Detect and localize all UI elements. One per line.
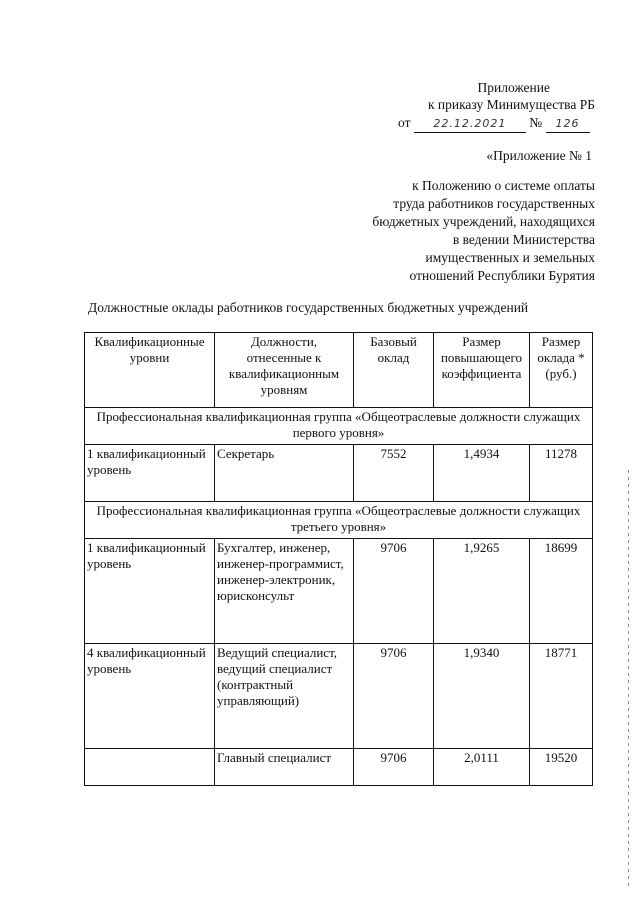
group-row — [85, 408, 593, 445]
regulation-line: к Положению о системе оплаты — [412, 178, 595, 193]
coefficient-cell: 2,0111 — [434, 749, 530, 786]
positions-cell: Бухгалтер, инженер, инженер-программист, инженер-электроник, юрисконсульт — [215, 539, 354, 644]
table-row — [85, 644, 593, 749]
salary-table — [84, 332, 593, 786]
number-label: № — [529, 115, 543, 130]
base-salary-cell: 9706 — [354, 539, 434, 644]
level-cell: 1 квалификационный уровень — [85, 539, 215, 644]
coefficient-cell: 1,9340 — [434, 644, 530, 749]
base-salary-cell: 9706 — [354, 644, 434, 749]
group-heading: Профессиональная квалификационная группа «Общеотраслевые должности служащих третьего уровня» — [85, 502, 593, 539]
regulation-line: бюджетных учреждений, находящихся — [372, 214, 595, 229]
base-salary-cell: 9706 — [354, 749, 434, 786]
appendix-heading: Приложение — [477, 80, 550, 95]
coefficient-cell: 1,9265 — [434, 539, 530, 644]
table-row — [85, 539, 593, 644]
regulation-reference — [315, 177, 595, 285]
level-cell: 4 квалификационный уровень — [85, 644, 215, 749]
level-cell: 1 квалификационный уровень — [85, 445, 215, 502]
table-row — [85, 445, 593, 502]
table-title: Должностные оклады работников государственных бюджетных учреждений — [88, 300, 529, 315]
header-cell: Базовый оклад — [354, 333, 434, 408]
regulation-line: в ведении Министерства — [452, 232, 595, 247]
table-row — [85, 749, 593, 786]
positions-cell: Главный специалист — [215, 749, 354, 786]
level-cell — [85, 749, 215, 786]
regulation-line: труда работников государственных — [393, 196, 595, 211]
group-heading: Профессиональная квалификационная группа «Общеотраслевые должности служащих первого уровня» — [85, 408, 593, 445]
handwritten-number: 126 — [546, 115, 590, 133]
appendix-number-title: «Приложение № 1 — [486, 148, 592, 163]
positions-cell: Ведущий специалист, ведущий специалист (контрактный управляющий) — [215, 644, 354, 749]
base-salary-cell: 7552 — [354, 445, 434, 502]
regulation-line: имущественных и земельных — [425, 250, 595, 265]
order-date-number-line — [398, 114, 590, 133]
group-row — [85, 502, 593, 539]
salary-cell: 18699 — [530, 539, 593, 644]
salary-cell: 18771 — [530, 644, 593, 749]
handwritten-date: 22.12.2021 — [414, 115, 526, 133]
positions-cell: Секретарь — [215, 445, 354, 502]
header-cell: Квалификационные уровни — [85, 333, 215, 408]
salary-cell: 19520 — [530, 749, 593, 786]
order-reference: к приказу Минимущества РБ — [427, 97, 595, 112]
header-cell: Размер повышающего коэффициента — [434, 333, 530, 408]
regulation-line: отношений Республики Бурятия — [409, 268, 595, 283]
scan-edge-artifact — [628, 470, 629, 890]
header-cell: Размер оклада * (руб.) — [530, 333, 593, 408]
salary-cell: 11278 — [530, 445, 593, 502]
coefficient-cell: 1,4934 — [434, 445, 530, 502]
table-header-row — [85, 333, 593, 408]
from-label: от — [398, 115, 411, 130]
header-cell: Должности, отнесенные к квалификационным уровням — [215, 333, 354, 408]
